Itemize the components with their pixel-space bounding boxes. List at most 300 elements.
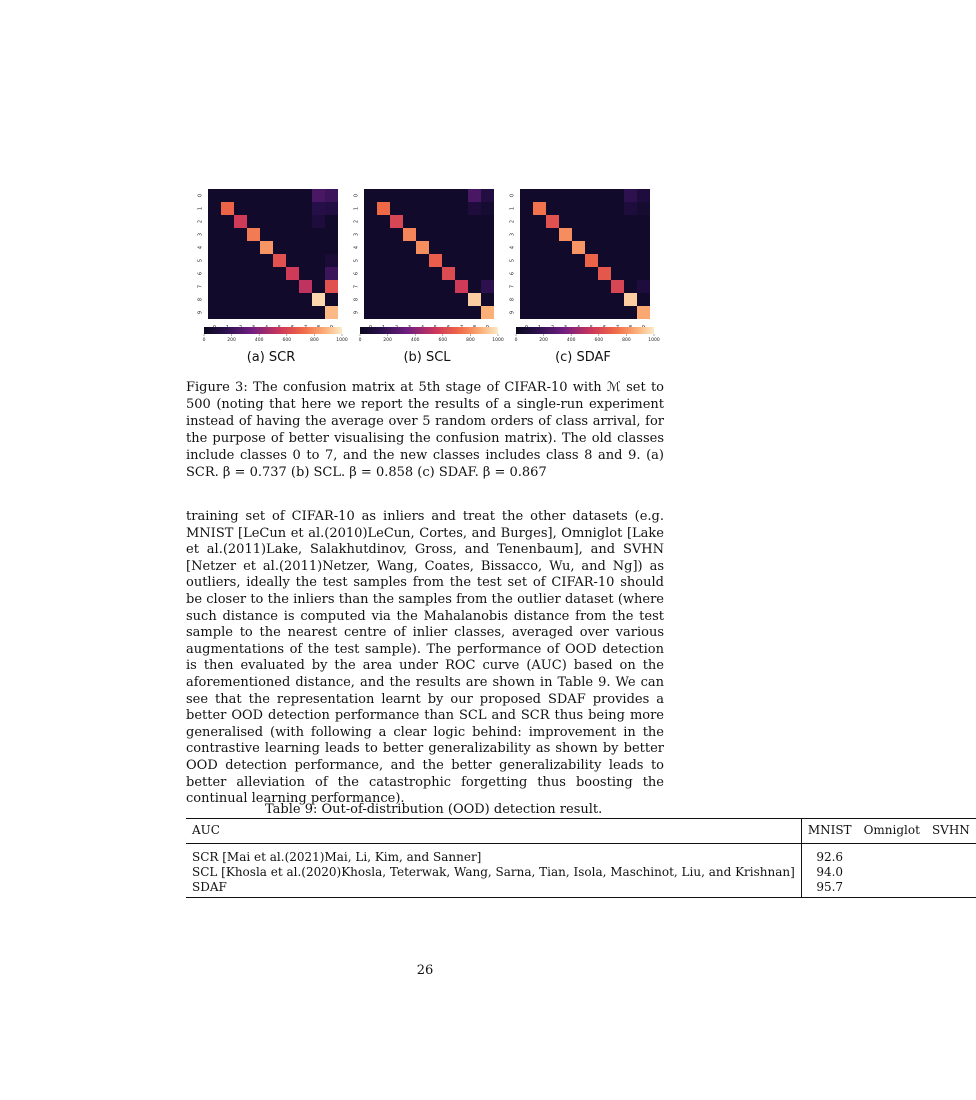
confusion-matrix-sdaf bbox=[508, 186, 658, 341]
heatmap-cell bbox=[624, 293, 637, 306]
heatmap-cell bbox=[429, 306, 442, 319]
heatmap-cell bbox=[598, 293, 611, 306]
heatmap-cell bbox=[377, 254, 390, 267]
row-mnist: 95.7 bbox=[801, 880, 857, 898]
colorbar-tick-label: 0 bbox=[202, 338, 206, 343]
heatmap-cell bbox=[299, 306, 312, 319]
heatmap-cell bbox=[390, 293, 403, 306]
heatmap-cell bbox=[325, 306, 338, 319]
heatmap-cell bbox=[598, 189, 611, 202]
heatmap-cell bbox=[299, 267, 312, 280]
heatmap-cell bbox=[468, 306, 481, 319]
heatmap-cell bbox=[221, 228, 234, 241]
heatmap-cell bbox=[234, 189, 247, 202]
row-method: SCR [Mai et al.(2021)Mai, Li, Kim, and Sanner] bbox=[192, 850, 482, 864]
heatmap-cell bbox=[416, 280, 429, 293]
heatmap-cell bbox=[377, 189, 390, 202]
heatmap-cell bbox=[364, 215, 377, 228]
heatmap-cell bbox=[572, 280, 585, 293]
heatmap-cell bbox=[299, 280, 312, 293]
colorbar-tick-label: 800 bbox=[622, 338, 631, 343]
heatmap-cell bbox=[273, 254, 286, 267]
heatmap-cell bbox=[520, 267, 533, 280]
subcaption-scl: (b) SCL bbox=[403, 350, 451, 365]
heatmap-cell bbox=[208, 254, 221, 267]
heatmap-cell bbox=[377, 293, 390, 306]
heatmap-cell bbox=[624, 202, 637, 215]
heatmap-cell bbox=[390, 267, 403, 280]
heatmap-cell bbox=[364, 241, 377, 254]
heatmap-cell bbox=[325, 228, 338, 241]
heatmap-cell bbox=[442, 228, 455, 241]
heatmap-cell bbox=[533, 189, 546, 202]
heatmap-cell bbox=[637, 202, 650, 215]
y-tick-label: 5 bbox=[509, 258, 516, 263]
heatmap-cell bbox=[546, 267, 559, 280]
heatmap-cell bbox=[637, 306, 650, 319]
heatmap-cell bbox=[429, 202, 442, 215]
heatmap-cell bbox=[468, 267, 481, 280]
heatmap-cell bbox=[299, 241, 312, 254]
heatmap-cell bbox=[312, 254, 325, 267]
colorbar bbox=[204, 327, 342, 334]
heatmap-cell bbox=[234, 215, 247, 228]
heatmap-cell bbox=[585, 215, 598, 228]
heatmap-cell bbox=[429, 293, 442, 306]
heatmap-cell bbox=[221, 189, 234, 202]
heatmap-cell bbox=[234, 228, 247, 241]
heatmap-cell bbox=[598, 202, 611, 215]
heatmap-cell bbox=[312, 215, 325, 228]
heatmap-cell bbox=[455, 228, 468, 241]
heatmap-cell bbox=[286, 293, 299, 306]
heatmap-cell bbox=[546, 202, 559, 215]
heatmap-cell bbox=[325, 202, 338, 215]
heatmap-cell bbox=[611, 189, 624, 202]
header-svhn: SVHN bbox=[926, 819, 976, 844]
heatmap-cell bbox=[260, 267, 273, 280]
heatmap-cell bbox=[624, 267, 637, 280]
colorbar-tick-label: 200 bbox=[539, 338, 548, 343]
heatmap-cell bbox=[364, 202, 377, 215]
heatmap-cell bbox=[455, 202, 468, 215]
heatmap-cell bbox=[208, 280, 221, 293]
heatmap-svg bbox=[508, 186, 658, 341]
heatmap-cell bbox=[273, 228, 286, 241]
heatmap-cell bbox=[520, 189, 533, 202]
y-tick-label: 8 bbox=[509, 297, 516, 302]
y-tick-label: 1 bbox=[509, 206, 516, 211]
heatmap-cell bbox=[364, 228, 377, 241]
heatmap-cell bbox=[260, 254, 273, 267]
heatmap-cell bbox=[546, 306, 559, 319]
heatmap-cell bbox=[208, 267, 221, 280]
table-row bbox=[186, 865, 976, 880]
heatmap-cell bbox=[559, 267, 572, 280]
heatmap-cell bbox=[468, 189, 481, 202]
y-tick-label: 5 bbox=[353, 258, 360, 263]
heatmap-cell bbox=[585, 280, 598, 293]
heatmap-cell bbox=[403, 293, 416, 306]
header-omniglot: Omniglot bbox=[858, 819, 926, 844]
row-svhn bbox=[926, 880, 976, 898]
heatmap-cell bbox=[520, 241, 533, 254]
heatmap-cell bbox=[221, 254, 234, 267]
heatmap-cell bbox=[624, 189, 637, 202]
heatmap-svg bbox=[196, 186, 346, 341]
heatmap-cell bbox=[637, 254, 650, 267]
heatmap-cell bbox=[286, 189, 299, 202]
heatmap-cell bbox=[468, 293, 481, 306]
colorbar-tick-label: 600 bbox=[438, 338, 448, 343]
heatmap-cell bbox=[364, 267, 377, 280]
heatmap-cell bbox=[481, 267, 494, 280]
heatmap-cell bbox=[325, 254, 338, 267]
heatmap-cell bbox=[221, 306, 234, 319]
heatmap-cell bbox=[299, 293, 312, 306]
table-row bbox=[186, 844, 976, 866]
heatmap-cell bbox=[546, 215, 559, 228]
heatmap-cell bbox=[247, 189, 260, 202]
heatmap-cell bbox=[208, 306, 221, 319]
heatmap-cell bbox=[572, 202, 585, 215]
heatmap-cell bbox=[533, 306, 546, 319]
heatmap-cell bbox=[455, 254, 468, 267]
heatmap-cell bbox=[481, 280, 494, 293]
heatmap-cell bbox=[585, 267, 598, 280]
heatmap-cell bbox=[481, 306, 494, 319]
heatmap-cell bbox=[598, 280, 611, 293]
heatmap-cell bbox=[455, 241, 468, 254]
heatmap-cell bbox=[520, 228, 533, 241]
heatmap-cell bbox=[273, 280, 286, 293]
heatmap-cell bbox=[429, 280, 442, 293]
colorbar bbox=[516, 327, 654, 334]
heatmap-cell bbox=[273, 293, 286, 306]
heatmap-cell bbox=[533, 267, 546, 280]
heatmap-cell bbox=[468, 254, 481, 267]
heatmap-cell bbox=[312, 241, 325, 254]
heatmap-cell bbox=[520, 306, 533, 319]
heatmap-cell bbox=[559, 215, 572, 228]
heatmap-cell bbox=[416, 267, 429, 280]
heatmap-cell bbox=[429, 254, 442, 267]
heatmap-cell bbox=[390, 215, 403, 228]
heatmap-cell bbox=[377, 267, 390, 280]
heatmap-cell bbox=[533, 280, 546, 293]
heatmap-cell bbox=[286, 202, 299, 215]
heatmap-cell bbox=[234, 293, 247, 306]
heatmap-cell bbox=[403, 189, 416, 202]
heatmap-cell bbox=[234, 306, 247, 319]
row-svhn bbox=[926, 865, 976, 880]
heatmap-cell bbox=[299, 189, 312, 202]
heatmap-cell bbox=[208, 293, 221, 306]
heatmap-cell bbox=[598, 228, 611, 241]
heatmap-cell bbox=[299, 202, 312, 215]
heatmap-cell bbox=[312, 293, 325, 306]
row-omniglot bbox=[858, 865, 926, 880]
heatmap-cell bbox=[234, 280, 247, 293]
heatmap-cell bbox=[299, 228, 312, 241]
heatmap-cell bbox=[442, 202, 455, 215]
heatmap-cell bbox=[546, 280, 559, 293]
heatmap-cell bbox=[208, 215, 221, 228]
heatmap-cell bbox=[273, 215, 286, 228]
heatmap-cell bbox=[247, 215, 260, 228]
y-tick-label: 5 bbox=[197, 258, 204, 263]
heatmap-cell bbox=[611, 306, 624, 319]
heatmap-cell bbox=[481, 189, 494, 202]
heatmap-cell bbox=[247, 241, 260, 254]
heatmap-cell bbox=[598, 254, 611, 267]
heatmap-cell bbox=[286, 215, 299, 228]
heatmap-cell bbox=[429, 215, 442, 228]
y-tick-label: 0 bbox=[353, 193, 360, 198]
heatmap-cell bbox=[572, 215, 585, 228]
heatmap-cell bbox=[260, 306, 273, 319]
heatmap-cell bbox=[429, 189, 442, 202]
y-tick-label: 3 bbox=[197, 232, 204, 237]
colorbar-tick-label: 800 bbox=[466, 338, 475, 343]
heatmap-cell bbox=[598, 241, 611, 254]
heatmap-cell bbox=[559, 306, 572, 319]
page-number: 26 bbox=[416, 963, 434, 978]
heatmap-cell bbox=[325, 267, 338, 280]
y-tick-label: 2 bbox=[353, 219, 360, 224]
heatmap-cell bbox=[559, 280, 572, 293]
heatmap-cell bbox=[442, 293, 455, 306]
heatmap-cell bbox=[325, 189, 338, 202]
row-mnist: 92.6 bbox=[801, 844, 857, 866]
heatmap-cell bbox=[390, 254, 403, 267]
heatmap-cell bbox=[533, 215, 546, 228]
heatmap-cell bbox=[637, 267, 650, 280]
heatmap-cell bbox=[429, 228, 442, 241]
heatmap-cell bbox=[533, 254, 546, 267]
heatmap-cell bbox=[299, 254, 312, 267]
heatmap-cell bbox=[260, 241, 273, 254]
heatmap-cell bbox=[611, 280, 624, 293]
heatmap-cell bbox=[208, 241, 221, 254]
heatmap-cell bbox=[260, 228, 273, 241]
heatmap-cell bbox=[455, 215, 468, 228]
heatmap-cell bbox=[390, 189, 403, 202]
heatmap-cell bbox=[260, 215, 273, 228]
heatmap-cell bbox=[598, 306, 611, 319]
heatmap-cell bbox=[533, 241, 546, 254]
heatmap-cell bbox=[468, 215, 481, 228]
colorbar-tick-label: 200 bbox=[383, 338, 392, 343]
heatmap-cell bbox=[442, 241, 455, 254]
y-tick-label: 9 bbox=[197, 310, 204, 315]
heatmap-cell bbox=[208, 202, 221, 215]
y-tick-label: 7 bbox=[353, 284, 360, 289]
heatmap-cell bbox=[455, 280, 468, 293]
heatmap-cell bbox=[624, 306, 637, 319]
heatmap-cell bbox=[364, 306, 377, 319]
heatmap-cell bbox=[403, 215, 416, 228]
heatmap-cell bbox=[611, 241, 624, 254]
heatmap-cell bbox=[442, 215, 455, 228]
figure-caption: Figure 3: The confusion matrix at 5th stage of CIFAR-10 with ℳ set to 500 (noting that here we report the results of a single-run experiment instead of having the average over 5 random orders of class arrival, for the purpose of better visualising the confusion matrix). The old classes include classes 0 to 7, and the new classes includes class 8 and 9. (a) SCR. β = 0.737 (b) SCL. β = 0.858 (c) SDAF. β = 0.867 bbox=[186, 380, 664, 480]
row-omniglot bbox=[858, 880, 926, 898]
heatmap-cell bbox=[468, 280, 481, 293]
heatmap-cell bbox=[611, 228, 624, 241]
heatmap-cell bbox=[481, 241, 494, 254]
heatmap-cell bbox=[325, 215, 338, 228]
heatmap-cell bbox=[234, 254, 247, 267]
y-tick-label: 6 bbox=[509, 271, 516, 276]
heatmap-cell bbox=[377, 228, 390, 241]
y-tick-label: 0 bbox=[197, 193, 204, 198]
heatmap-cell bbox=[624, 241, 637, 254]
heatmap-cell bbox=[286, 241, 299, 254]
heatmap-cell bbox=[299, 215, 312, 228]
colorbar-tick-label: 400 bbox=[254, 338, 264, 343]
heatmap-cell bbox=[273, 241, 286, 254]
heatmap-cell bbox=[325, 293, 338, 306]
heatmap-cell bbox=[403, 280, 416, 293]
row-method: SCL [Khosla et al.(2020)Khosla, Teterwak, Wang, Sarna, Tian, Isola, Maschinot, Liu, and Krishnan] bbox=[192, 865, 795, 879]
heatmap-cell bbox=[247, 202, 260, 215]
heatmap-cell bbox=[234, 202, 247, 215]
y-tick-label: 9 bbox=[353, 310, 360, 315]
heatmap-cell bbox=[637, 215, 650, 228]
body-paragraph: training set of CIFAR-10 as inliers and treat the other datasets (e.g. MNIST [LeCun et al.(2010)LeCun, Cortes, and Burges], Omniglot [Lake et al.(2011)Lake, Salakhutdinov, Gross, and Tenenbaum], and SVHN [Netzer et al.(2011)Netzer, Wang, Coates, Bissacco, Wu, and Ng]) as outliers, ideally the test samples from the test set of CIFAR-10 should be closer to the inliers than the samples from the outlier dataset (where such distance is computed via the Mahalanobis distance from the test sample to the nearest centre of inlier classes, averaged over various augmentations of the test sample). The performance of OOD detection is then evaluated by the area under ROC curve (AUC) based on the aforementioned distance, and the results are shown in Table 9. We can see that the representation learnt by our proposed SDAF provides a better OOD detection performance than SCL and SCR thus being more generalised (with following a clear logic behind: improvement in the contrastive learning leads to better generalizability as shown by better OOD detection performance, and the better generalizability leads to better alleviation of the catastrophic forgetting thus boosting the continual learning performance). bbox=[186, 509, 664, 807]
heatmap-cell bbox=[247, 280, 260, 293]
colorbar-tick-label: 400 bbox=[566, 338, 576, 343]
y-tick-label: 2 bbox=[509, 219, 516, 224]
heatmap-cell bbox=[455, 189, 468, 202]
y-tick-label: 4 bbox=[353, 245, 360, 250]
heatmap-cell bbox=[572, 228, 585, 241]
heatmap-cell bbox=[429, 267, 442, 280]
heatmap-cell bbox=[572, 189, 585, 202]
heatmap-cell bbox=[585, 228, 598, 241]
heatmap-cell bbox=[221, 241, 234, 254]
heatmap-cell bbox=[611, 293, 624, 306]
heatmap-cell bbox=[416, 189, 429, 202]
heatmap-cell bbox=[533, 228, 546, 241]
heatmap-cell bbox=[533, 293, 546, 306]
colorbar-tick-label: 800 bbox=[310, 338, 319, 343]
colorbar-tick-label: 1000 bbox=[336, 338, 348, 343]
heatmap-cell bbox=[390, 280, 403, 293]
heatmap-cell bbox=[377, 241, 390, 254]
y-tick-label: 8 bbox=[353, 297, 360, 302]
y-tick-label: 6 bbox=[353, 271, 360, 276]
colorbar-tick-label: 0 bbox=[514, 338, 518, 343]
colorbar-tick-label: 1000 bbox=[648, 338, 660, 343]
heatmap-cell bbox=[247, 267, 260, 280]
colorbar-tick-label: 0 bbox=[358, 338, 362, 343]
heatmap-cell bbox=[260, 293, 273, 306]
colorbar-tick-label: 600 bbox=[594, 338, 604, 343]
heatmap-cell bbox=[559, 241, 572, 254]
y-tick-label: 3 bbox=[509, 232, 516, 237]
heatmap-cell bbox=[416, 306, 429, 319]
heatmap-cell bbox=[572, 306, 585, 319]
y-tick-label: 2 bbox=[197, 219, 204, 224]
heatmap-cell bbox=[481, 202, 494, 215]
heatmap-cell bbox=[546, 293, 559, 306]
heatmap-cell bbox=[637, 293, 650, 306]
heatmap-cell bbox=[260, 280, 273, 293]
y-tick-label: 0 bbox=[509, 193, 516, 198]
heatmap-cell bbox=[585, 241, 598, 254]
y-tick-label: 9 bbox=[509, 310, 516, 315]
subcaption-sdaf: (c) SDAF bbox=[555, 350, 611, 365]
colorbar-tick-label: 400 bbox=[410, 338, 420, 343]
heatmap-cell bbox=[585, 254, 598, 267]
colorbar-tick-label: 200 bbox=[227, 338, 236, 343]
heatmap-cell bbox=[559, 189, 572, 202]
heatmap-cell bbox=[364, 254, 377, 267]
y-tick-label: 7 bbox=[509, 284, 516, 289]
heatmap-cell bbox=[468, 241, 481, 254]
heatmap-cell bbox=[455, 306, 468, 319]
heatmap-cell bbox=[442, 280, 455, 293]
y-tick-label: 1 bbox=[197, 206, 204, 211]
heatmap-cell bbox=[403, 254, 416, 267]
heatmap-cell bbox=[377, 215, 390, 228]
heatmap-cell bbox=[377, 280, 390, 293]
heatmap-cell bbox=[221, 215, 234, 228]
heatmap-cell bbox=[364, 293, 377, 306]
heatmap-cell bbox=[429, 241, 442, 254]
heatmap-cell bbox=[260, 189, 273, 202]
heatmap-cell bbox=[416, 215, 429, 228]
y-tick-label: 6 bbox=[197, 271, 204, 276]
heatmap-cell bbox=[286, 280, 299, 293]
heatmap-cell bbox=[585, 202, 598, 215]
heatmap-cell bbox=[416, 254, 429, 267]
heatmap-cell bbox=[611, 267, 624, 280]
heatmap-cell bbox=[559, 228, 572, 241]
heatmap-cell bbox=[455, 267, 468, 280]
heatmap-cell bbox=[390, 241, 403, 254]
row-mnist: 94.0 bbox=[801, 865, 857, 880]
heatmap-cell bbox=[546, 189, 559, 202]
header-mnist: MNIST bbox=[801, 819, 857, 844]
heatmap-cell bbox=[585, 306, 598, 319]
heatmap-cell bbox=[390, 306, 403, 319]
heatmap-cell bbox=[481, 228, 494, 241]
heatmap-cell bbox=[624, 215, 637, 228]
heatmap-cell bbox=[286, 306, 299, 319]
heatmap-cell bbox=[403, 241, 416, 254]
table-title: Table 9: Out-of-distribution (OOD) detection result. bbox=[265, 802, 603, 817]
heatmap-cell bbox=[637, 280, 650, 293]
heatmap-cell bbox=[403, 228, 416, 241]
heatmap-cell bbox=[234, 241, 247, 254]
heatmap-cell bbox=[390, 228, 403, 241]
heatmap-cell bbox=[442, 306, 455, 319]
heatmap-cell bbox=[416, 241, 429, 254]
heatmap-cell bbox=[273, 202, 286, 215]
heatmap-cell bbox=[247, 293, 260, 306]
heatmap-cell bbox=[273, 189, 286, 202]
heatmap-cell bbox=[546, 254, 559, 267]
heatmap-cell bbox=[455, 293, 468, 306]
heatmap-cell bbox=[390, 202, 403, 215]
colorbar-tick-label: 1000 bbox=[492, 338, 504, 343]
heatmap-cell bbox=[325, 241, 338, 254]
heatmap-cell bbox=[624, 228, 637, 241]
colorbar-tick-label: 600 bbox=[282, 338, 292, 343]
row-method: SDAF bbox=[192, 880, 227, 894]
